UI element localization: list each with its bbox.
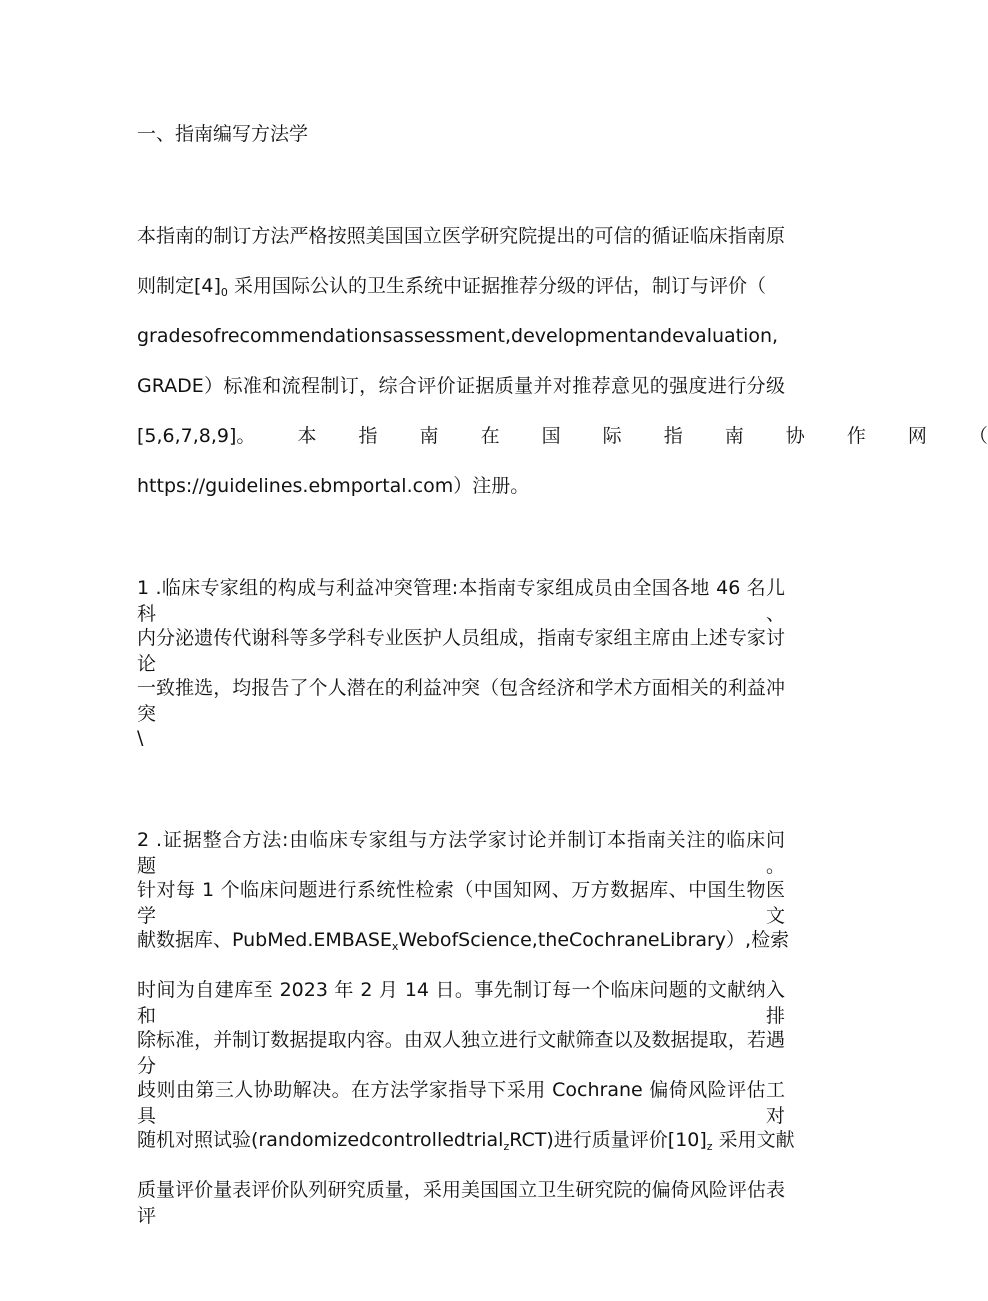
p2-line-2: 内分泌遗传代谢科等多学科专业医护人员组成，指南专家组主席由上述专家讨论 xyxy=(137,627,785,675)
p2-line-3: 一致推选，均报告了个人潜在的利益冲突（包含经济和学术方面相关的利益冲突 xyxy=(137,677,785,725)
p1-line-3: gradesofrecommendationsassessment,developmentandevaluation, xyxy=(137,325,779,347)
p3-line-7-text-c: 采用文献 xyxy=(712,1129,795,1151)
p3-line-4: 时间为自建库至 2023 年 2 月 14 日。事先制订每一个临床问题的文献纳入和排 xyxy=(137,979,785,1027)
p3-line-3-text-b: WebofScience,theCochraneLibrary）,检索 xyxy=(398,929,790,951)
p3-line-7-text-b: RCT)进行质量评价[10] xyxy=(509,1129,707,1151)
p3-line-5: 除标准，并制订数据提取内容。由双人独立进行文献筛查以及数据提取，若遇分 xyxy=(137,1029,785,1077)
p1-line-2 xyxy=(137,273,785,306)
p3-line-8: 质量评价量表评价队列研究质量，采用美国国立卫生研究院的偏倚风险评估表评 xyxy=(137,1179,785,1227)
p3-line-1: 2 .证据整合方法:由临床专家组与方法学家讨论并制订本指南关注的临床问题。 xyxy=(137,829,785,877)
p1-line-1: 本指南的制订方法严格按照美国国立医学研究院提出的可信的循证临床指南原 xyxy=(137,225,785,247)
p2-line-4: \ xyxy=(137,727,144,749)
p3-line-7-subscript-2: z xyxy=(706,1140,713,1153)
p1-line-2-text-a: 则制定[4] xyxy=(137,275,221,297)
p3-line-6: 歧则由第三人协助解决。在方法学家指导下采用 Cochrane 偏倚风险评估工具对 xyxy=(137,1079,785,1127)
p3-line-3 xyxy=(137,927,790,960)
section-heading: 一、指南编写方法学 xyxy=(137,123,309,145)
p1-line-6: https://guidelines.ebmportal.com）注册。 xyxy=(137,475,530,497)
p3-line-3-subscript: x xyxy=(391,940,399,953)
p3-line-7-subscript-1: z xyxy=(503,1140,510,1153)
p3-line-3-text-a: 献数据库、PubMed.EMBASE xyxy=(137,929,392,951)
p3-line-7-text-a: 随机对照试验(randomizedcontrolledtrial xyxy=(137,1129,504,1151)
p1-line-2-subscript: 0 xyxy=(220,286,228,299)
p1-line-4: GRADE）标准和流程制订，综合评价证据质量并对推荐意见的强度进行分级 xyxy=(137,375,785,397)
p1-line-2-text-b: 采用国际公认的卫生系统中证据推荐分级的评估，制订与评价（ xyxy=(227,275,766,297)
p3-line-7 xyxy=(137,1127,795,1160)
p1-line-5: [5,6,7,8,9]。 本 指 南 在 国 际 指 南 协 作 网 （ xyxy=(137,425,988,447)
p3-line-2: 针对每 1 个临床问题进行系统性检索（中国知网、万方数据库、中国生物医学文 xyxy=(137,879,785,927)
p2-line-1: 1 .临床专家组的构成与利益冲突管理:本指南专家组成员由全国各地 46 名儿科、 xyxy=(137,577,785,625)
